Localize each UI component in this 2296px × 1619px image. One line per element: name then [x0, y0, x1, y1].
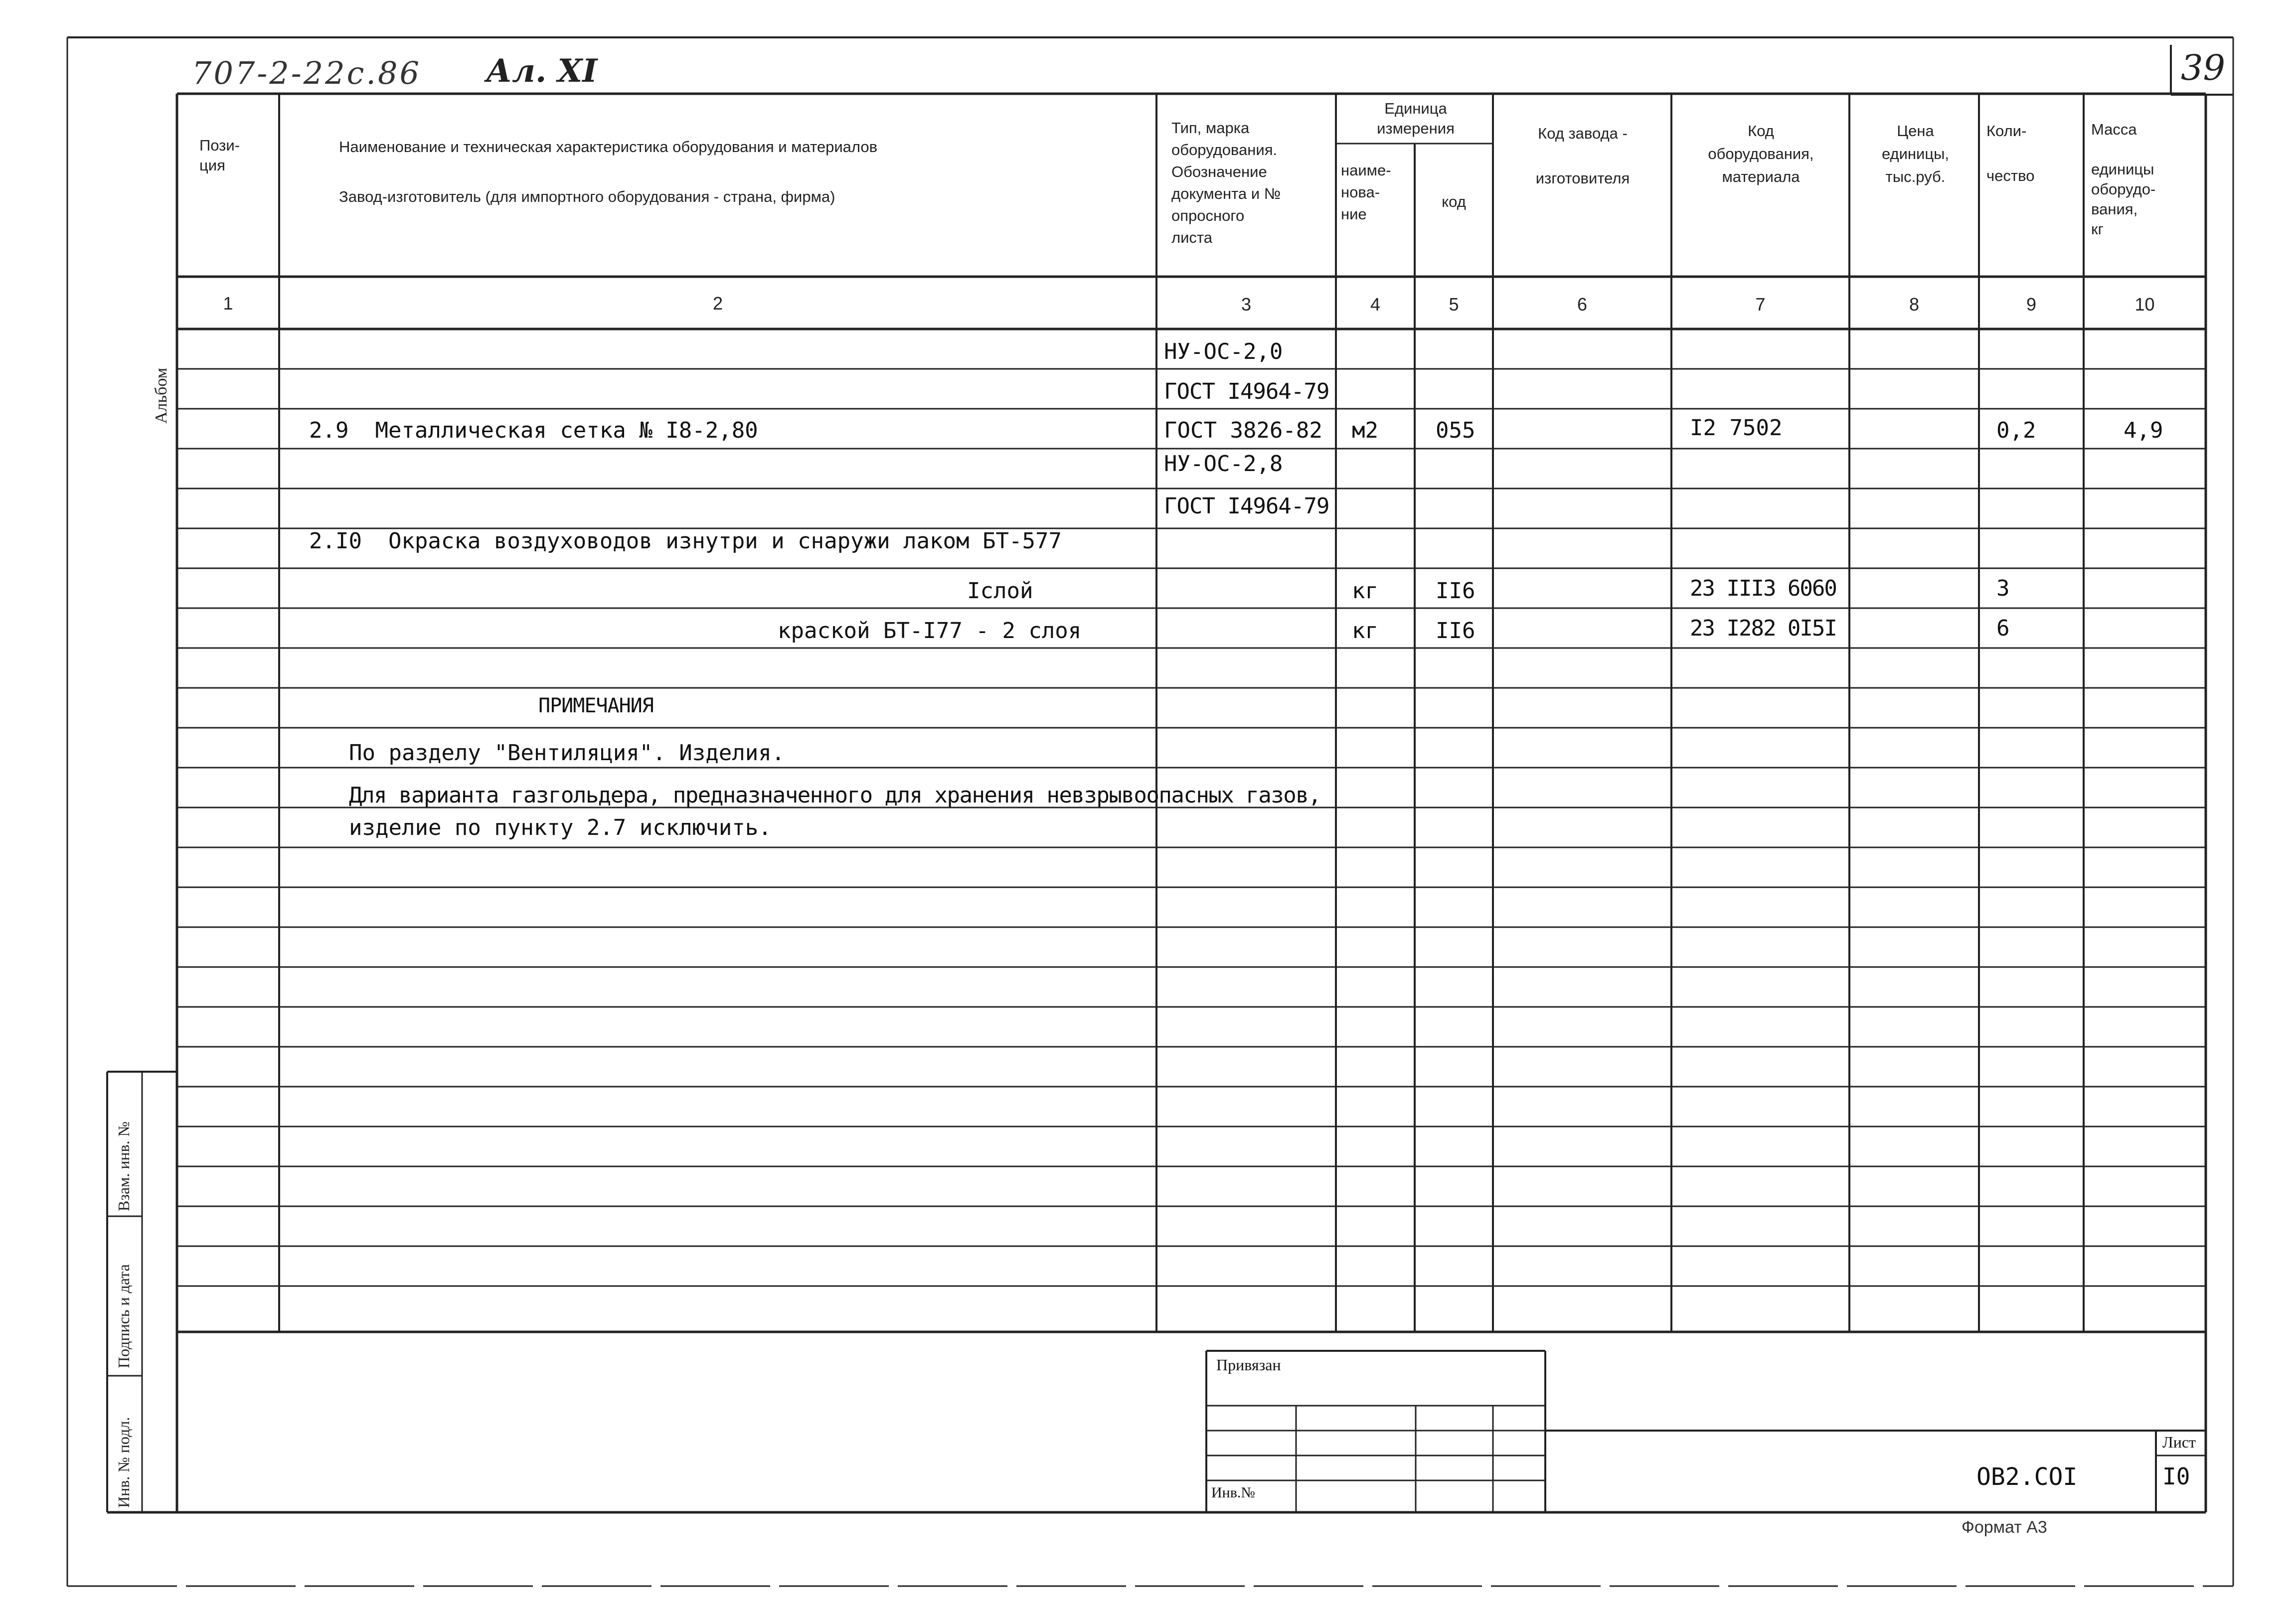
- row-3-unit: м2: [1352, 418, 1378, 443]
- row-7-quantity: 3: [1996, 576, 2010, 601]
- sheet-label: Лист: [2162, 1433, 2196, 1451]
- column-number-2: 2: [712, 293, 723, 314]
- row-7-unit-code: II6: [1436, 578, 1476, 604]
- row-3-quantity: 0,2: [1996, 418, 2036, 443]
- row-6-name: 2.I0 Окраска воздуховодов изнутри и снаружи лаком БТ-577: [309, 528, 1062, 554]
- stamp-label-replaced-inv: Взам. инв. №: [115, 1121, 133, 1211]
- album-side-label: Альбом: [152, 367, 170, 424]
- header-plant-code: Код завода - изготовителя: [1535, 125, 1630, 187]
- format-label: Формат А3: [1962, 1518, 2047, 1537]
- header-name-line1: Наименование и техническая характеристика оборудования и материалов: [339, 138, 878, 156]
- column-number-10: 10: [2134, 294, 2155, 315]
- row-8-equipment-code: 23 I282 0I5I: [1690, 616, 1836, 641]
- page-number: 39: [2181, 47, 2226, 88]
- column-number-1: 1: [223, 293, 233, 314]
- row-3-unit-code: 055: [1436, 418, 1476, 443]
- row-2-type: ГОСТ I4964-79: [1164, 379, 1329, 404]
- row-8-name: краской БТ-I77 - 2 слоя: [778, 618, 1082, 644]
- notes-line-3: изделие по пункту 2.7 исключить.: [349, 815, 772, 840]
- notes-heading: ПРИМЕЧАНИЯ: [538, 694, 654, 717]
- notes-line-1: По разделу "Вентиляция". Изделия.: [349, 740, 785, 766]
- row-8-unit-code: II6: [1436, 618, 1476, 644]
- row-3-equipment-code: I2 7502: [1690, 415, 1783, 441]
- header-unit-name: наиме- нова- ние: [1341, 162, 1391, 223]
- row-1-type: НУ-ОС-2,0: [1164, 339, 1283, 364]
- column-number-5: 5: [1449, 294, 1459, 315]
- project-code: 707-2-22с.86: [192, 55, 421, 91]
- album-mark: Ал. XI: [486, 52, 598, 90]
- row-8-unit: кг: [1352, 618, 1378, 644]
- column-number-9: 9: [2026, 294, 2037, 315]
- row-3-type: ГОСТ 3826-82: [1164, 418, 1322, 443]
- header-type: Тип, марка оборудования. Обозначение документа и № опросного листа: [1171, 119, 1281, 246]
- notes-line-2: Для варианта газгольдера, предназначенного для хранения невзрывоопасных газов,: [349, 783, 1321, 808]
- row-3-mass: 4,9: [2124, 418, 2163, 443]
- row-3-name: 2.9 Металлическая сетка № I8-2,80: [309, 418, 758, 443]
- column-number-3: 3: [1241, 294, 1252, 315]
- column-number-7: 7: [1755, 294, 1766, 315]
- row-7-equipment-code: 23 III3 6060: [1690, 576, 1836, 601]
- inventory-label: Инв.№: [1211, 1484, 1256, 1501]
- header-equipment-code: Код оборудования, материала: [1708, 122, 1814, 185]
- row-5-type: ГОСТ I4964-79: [1164, 493, 1329, 519]
- row-7-name: Iслой: [967, 578, 1033, 604]
- header-position: Пози- ция: [199, 137, 240, 174]
- column-number-4: 4: [1370, 294, 1381, 315]
- attached-label: Привязан: [1216, 1356, 1281, 1374]
- stamp-label-signature-date: Подпись и дата: [115, 1264, 133, 1368]
- header-name-line2: Завод-изготовитель (для импортного оборудования - страна, фирма): [339, 188, 835, 205]
- sheet-number: I0: [2162, 1463, 2190, 1490]
- header-quantity: Коли- чество: [1986, 122, 2035, 184]
- header-unit-group: Единица измерения: [1377, 100, 1455, 137]
- row-8-quantity: 6: [1996, 616, 2010, 641]
- header-unit-code: код: [1442, 193, 1466, 210]
- header-price: Цена единицы, тыс.руб.: [1881, 122, 1950, 185]
- row-4-type: НУ-ОС-2,8: [1164, 451, 1283, 477]
- column-number-8: 8: [1909, 294, 1920, 315]
- header-mass: Масса единицы оборудо- вания, кг: [2091, 121, 2156, 238]
- document-code: ОВ2.СОI: [1976, 1463, 2078, 1491]
- column-number-6: 6: [1577, 294, 1588, 315]
- row-7-unit: кг: [1352, 578, 1378, 604]
- stamp-label-original-inv: Инв. № подл.: [115, 1417, 133, 1508]
